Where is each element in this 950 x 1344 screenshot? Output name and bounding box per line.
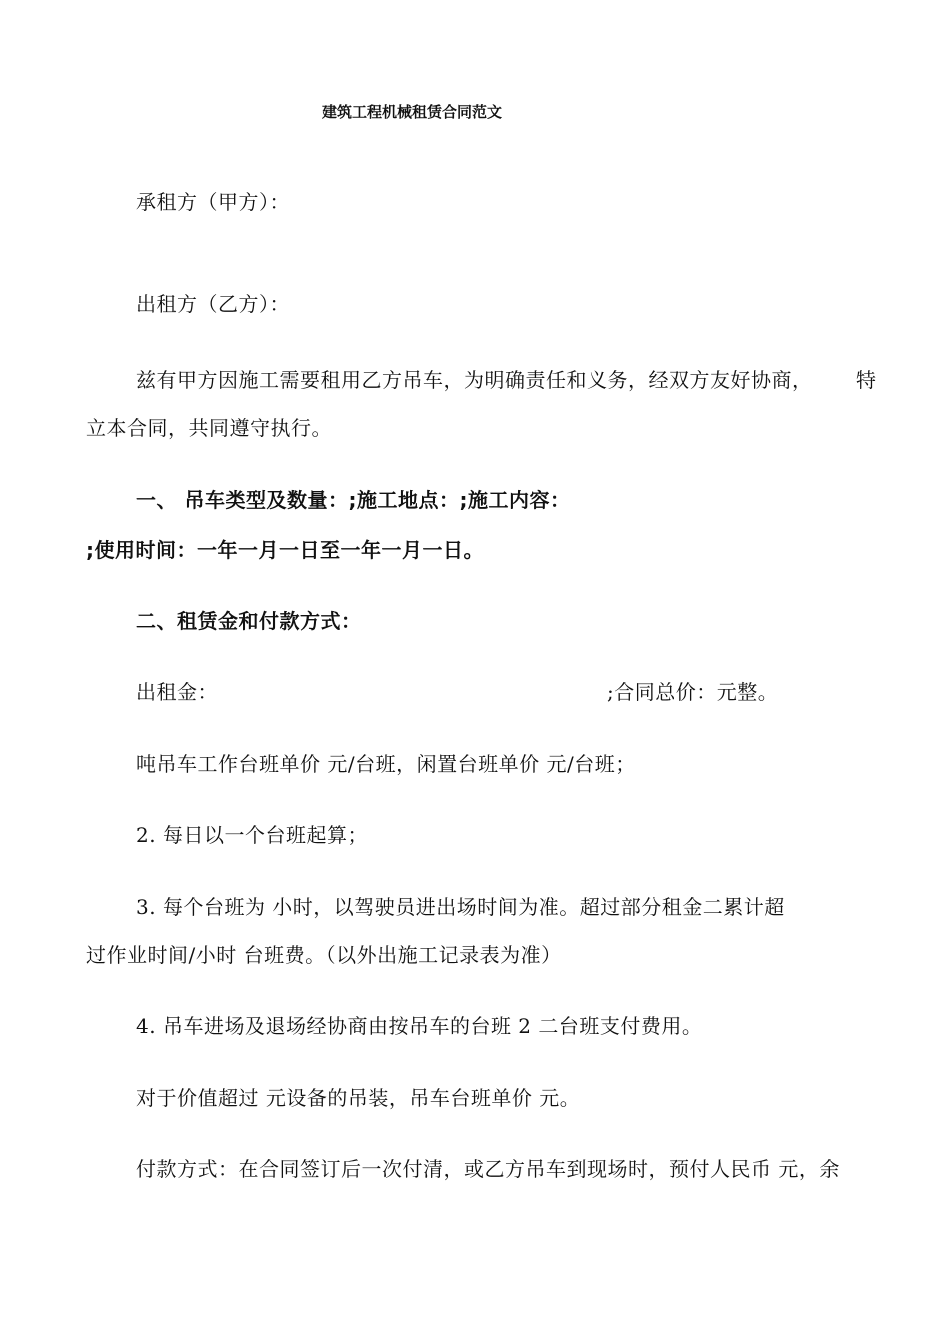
section-2-heading: 二、租赁金和付款方式： [136, 609, 362, 633]
item-2: 2. 每日以一个台班起算； [136, 823, 368, 847]
item-4: 4. 吊车进场及退场经协商由按吊车的台班 2 二台班支付费用。 [136, 1014, 703, 1038]
rent-total: ;合同总价：元整。 [607, 680, 779, 704]
item-5: 对于价值超过 元设备的吊装，吊车台班单价 元。 [136, 1086, 581, 1110]
lessor-line: 出租方（乙方）： [136, 292, 290, 316]
intro-text: 兹有甲方因施工需要租用乙方吊车，为明确责任和义务，经双方友好协商， [136, 368, 813, 392]
rent-label: 出租金： [136, 680, 218, 704]
item-3-line-1: 3. 每个台班为 小时，以驾驶员进出场时间为准。超过部分租金二累计超 [136, 895, 785, 919]
section-1-line-1: 一、 吊车类型及数量：;施工地点：;施工内容： [136, 488, 571, 512]
intro-line-1-end: 特 [856, 368, 877, 392]
payment-line: 付款方式：在合同签订后一次付清，或乙方吊车到现场时，预付人民币 元，余 [136, 1157, 840, 1181]
item-1: 吨吊车工作台班单价 元/台班，闲置台班单价 元/台班； [136, 752, 636, 776]
lessee-line: 承租方（甲方）： [136, 190, 290, 214]
section-1-line-2: ;使用时间：一年一月一日至一年一月一日。 [86, 538, 484, 562]
item-3-line-2: 过作业时间/小时 台班费。（以外出施工记录表为准） [86, 943, 562, 967]
document-title: 建筑工程机械租赁合同范文 [322, 103, 503, 121]
intro-line-2: 立本合同，共同遵守执行。 [86, 416, 332, 440]
intro-line-1 [136, 368, 813, 392]
